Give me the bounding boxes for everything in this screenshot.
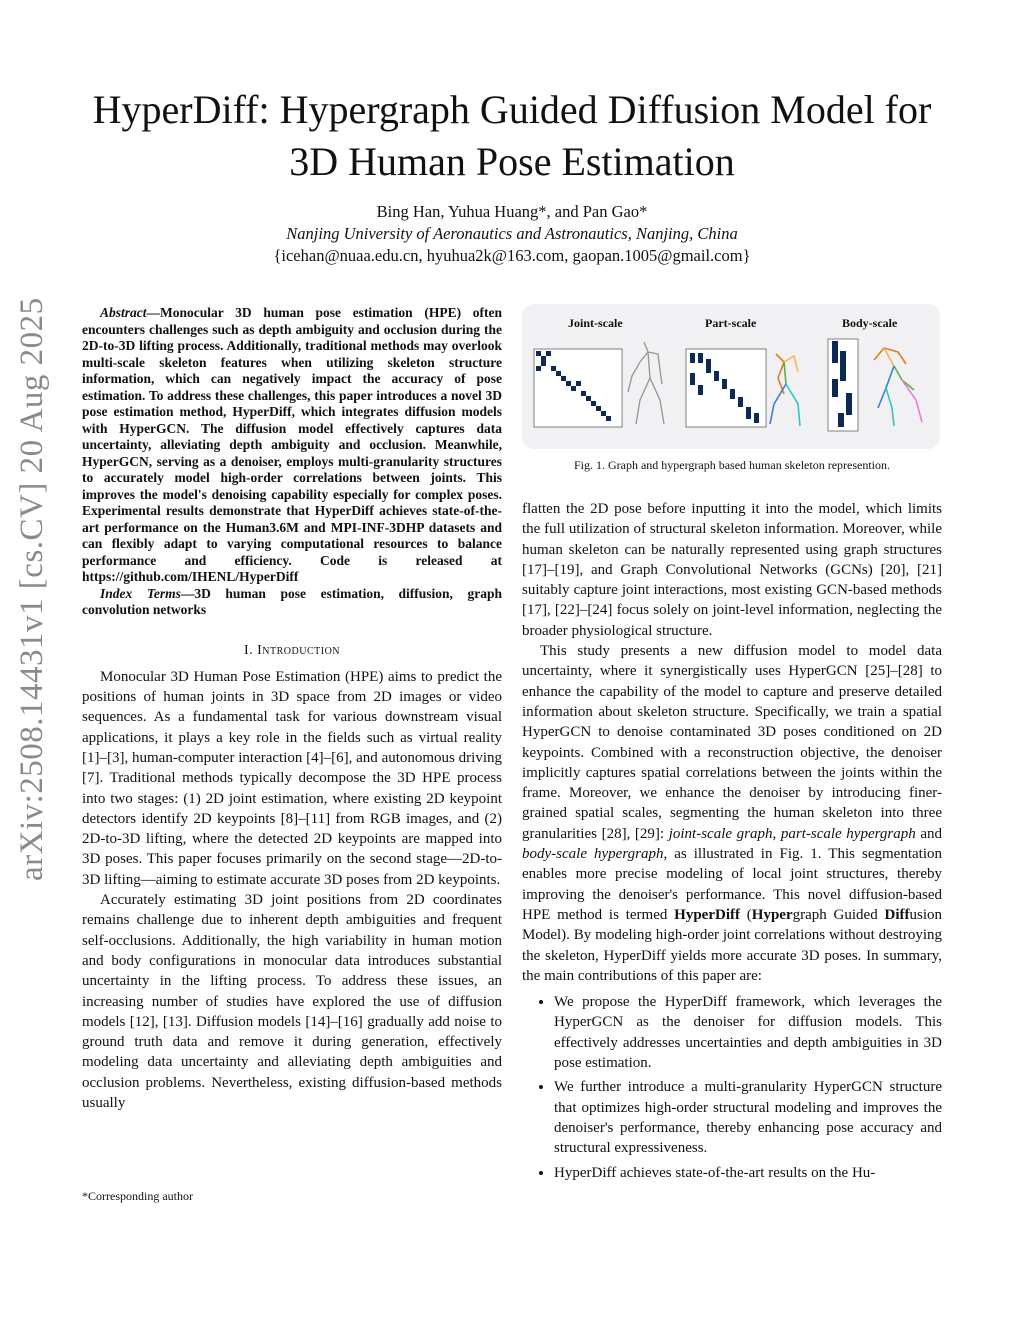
- footnote: *Corresponding author: [82, 1188, 502, 1204]
- author-emails: {icehan@nuaa.edu.cn, hyuhua2k@163.com, gaopan.1005@gmail.com}: [273, 246, 751, 265]
- abstract: [82, 305, 502, 586]
- joint-matrix: [534, 349, 622, 427]
- figure-graphics: [522, 304, 940, 449]
- intro-paragraph-2: Accurately estimating 3D joint positions from 2D coordinates remains challenge due to inherent depth ambiguities and frequent self-occlusions. Additionally, the high variability in human motion and body configurations in monocular data introduces substantial uncertainty in the lifting process. To address these issues, an increasing number of studies have explored the use of diffusion models [12], [13]. Diffusion models [14]–[16] gradually add noise to ground truth data and remove it during generation, effectively modeling data uncertainty and alleviating depth ambiguities and occlusion problems. Nevertheless, existing diffusion-based methods usually: [82, 892, 502, 1112]
- section-heading: I. Introduction: [243, 642, 341, 658]
- body-matrix: [828, 339, 858, 431]
- index-terms-label: Index Terms: [100, 585, 181, 601]
- paper-title: [60, 84, 964, 188]
- contribution-item: • We propose the HyperDiff framework, which leverages the HyperGCN as the denoiser for diffusion models. This effectively addresses uncertainties and depth ambiguities in 3D pose estimation.: [554, 992, 942, 1073]
- fig-label-body-scale: Body-scale: [842, 316, 898, 330]
- fig-label-joint-scale: Joint-scale: [568, 316, 623, 330]
- abstract-text: —Monocular 3D human pose estimation (HPE) often encounters challenges such as depth ambiguity and occlusion during the 2D-to-3D lifting process. Additionally, traditional methods may overlook multi-scale skeleton features when utilizing skeleton structure information, which can negatively impact the accuracy of pose estimation. To address these challenges, this paper introduces a novel 3D pose estimation method, HyperDiff, which integrates diffusion models with HyperGCN. The diffusion model effectively captures data uncertainty, alleviating depth ambiguity and occlusion. Meanwhile, HyperGCN, serving as a denoiser, employs multi-granularity structures to accurately model high-order correlations between joints. This improves the model's denoising capability especially for complex poses. Experimental results demonstrate that HyperDiff achieves state-of-the-art performance on the Human3.6M and MPI-INF-3DHP datasets and can flexibly adapt to varying computational resources to balance performance and efficiency. Code is released at https://github.com/IHENL/HyperDiff: [82, 305, 502, 584]
- abstract-label: Abstract: [100, 305, 147, 320]
- figure-1: [522, 304, 940, 449]
- body-skeleton: [874, 348, 922, 426]
- intro-paragraph-1: Monocular 3D Human Pose Estimation (HPE) aims to predict the positions of human joints in 3D space from 2D images or video sequences. As a fundamental task for various downstream visual applications, it plays a key role in the fields such as virtual reality [1]–[3], human-computer interaction [4]–[6], and autonomous driving [7]. Traditional methods typically decompose the 3D HPE process into two stages: (1) 2D joint estimation, where existing 2D keypoint detectors identify 2D keypoints [8]–[11] from RGB images, and (2) 2D-to-3D lifting, where the detected 2D keypoints are mapped into 3D poses. This paper focuses primarily on the second stage—2D-to-3D lifting—aiming to estimate accurate 3D poses from 2D keypoints.: [82, 668, 502, 888]
- left-column: [82, 305, 502, 1113]
- arxiv-identifier: arXiv:2508.14431v1 [cs.CV] 20 Aug 2025: [14, 297, 50, 881]
- right-paragraph-1: flatten the 2D pose before inputting it into the model, which limits the full utilization of structural skeleton information. Moreover, while human skeleton can be naturally represented using graph structures [17]–[19], and Graph Convolutional Networks (GCNs) [20], [21] suitably capture joint interactions, most existing GCN-based methods [17], [22]–[24] focus solely on joint-level information, neglecting the broader physiological structure.: [522, 501, 942, 639]
- contribution-item: • We further introduce a multi-granularity HyperGCN structure that optimizes high-order structural modeling and improves the denoiser's performance, thereby enhancing pose accuracy and structural expressiveness.: [554, 1077, 942, 1158]
- author-names: Bing Han, Yuhua Huang*, and Pan Gao*: [376, 202, 648, 221]
- affiliation: Nanjing University of Aeronautics and Astronautics, Nanjing, China: [286, 224, 738, 243]
- index-terms: [82, 586, 502, 619]
- section-title: Introduction: [257, 642, 341, 658]
- right-column: [522, 499, 942, 1187]
- part-matrix: [686, 349, 766, 427]
- part-skeleton: [770, 354, 800, 426]
- joint-skeleton: [628, 342, 664, 424]
- figure-caption: Fig. 1. Graph and hypergraph based human skeleton represention.: [573, 458, 891, 472]
- contributions-list: [522, 992, 942, 1183]
- title-line-1: HyperDiff: Hypergraph Guided Diffusion Model for: [92, 87, 932, 132]
- title-line-2: 3D Human Pose Estimation: [289, 139, 735, 184]
- right-paragraph-2: This study presents a new diffusion model to model data uncertainty, where it synergistically uses HyperGCN [25]–[28] to enhance the capability of the model to capture and preserve detailed information about skeleton structure. Specifically, we train a spatial HyperGCN to denoise contaminated 3D poses conditioned on 2D keypoints. Combined with a reconstruction objective, the denoiser implicitly captures spatial correlations between the joints within the frame. Moreover, we enhance the denoiser by introducing finer-grained spatial scales, segmenting the human skeleton into three granularities [28], [29]: joint-scale graph, part-scale hypergraph and body-scale hypergraph, as illustrated in Fig. 1. This segmentation enables more precise modeling of local joint structures, thereby improving the denoiser's performance. This novel diffusion-based HPE method is termed HyperDiff (Hypergraph Guided Diffusion Model). By modeling high-order joint correlations without destroying the skeleton, HyperDiff yields more accurate 3D poses. In summary, the main contributions of this paper are:: [522, 643, 943, 984]
- index-terms-text: —3D human pose estimation, diffusion, graph convolution networks: [82, 585, 503, 617]
- contribution-item: • HyperDiff achieves state-of-the-art results on the Hu-: [554, 1163, 942, 1183]
- author-block: [100, 201, 924, 267]
- fig-label-part-scale: Part-scale: [705, 316, 757, 330]
- method-name: HyperDiff: [674, 906, 740, 923]
